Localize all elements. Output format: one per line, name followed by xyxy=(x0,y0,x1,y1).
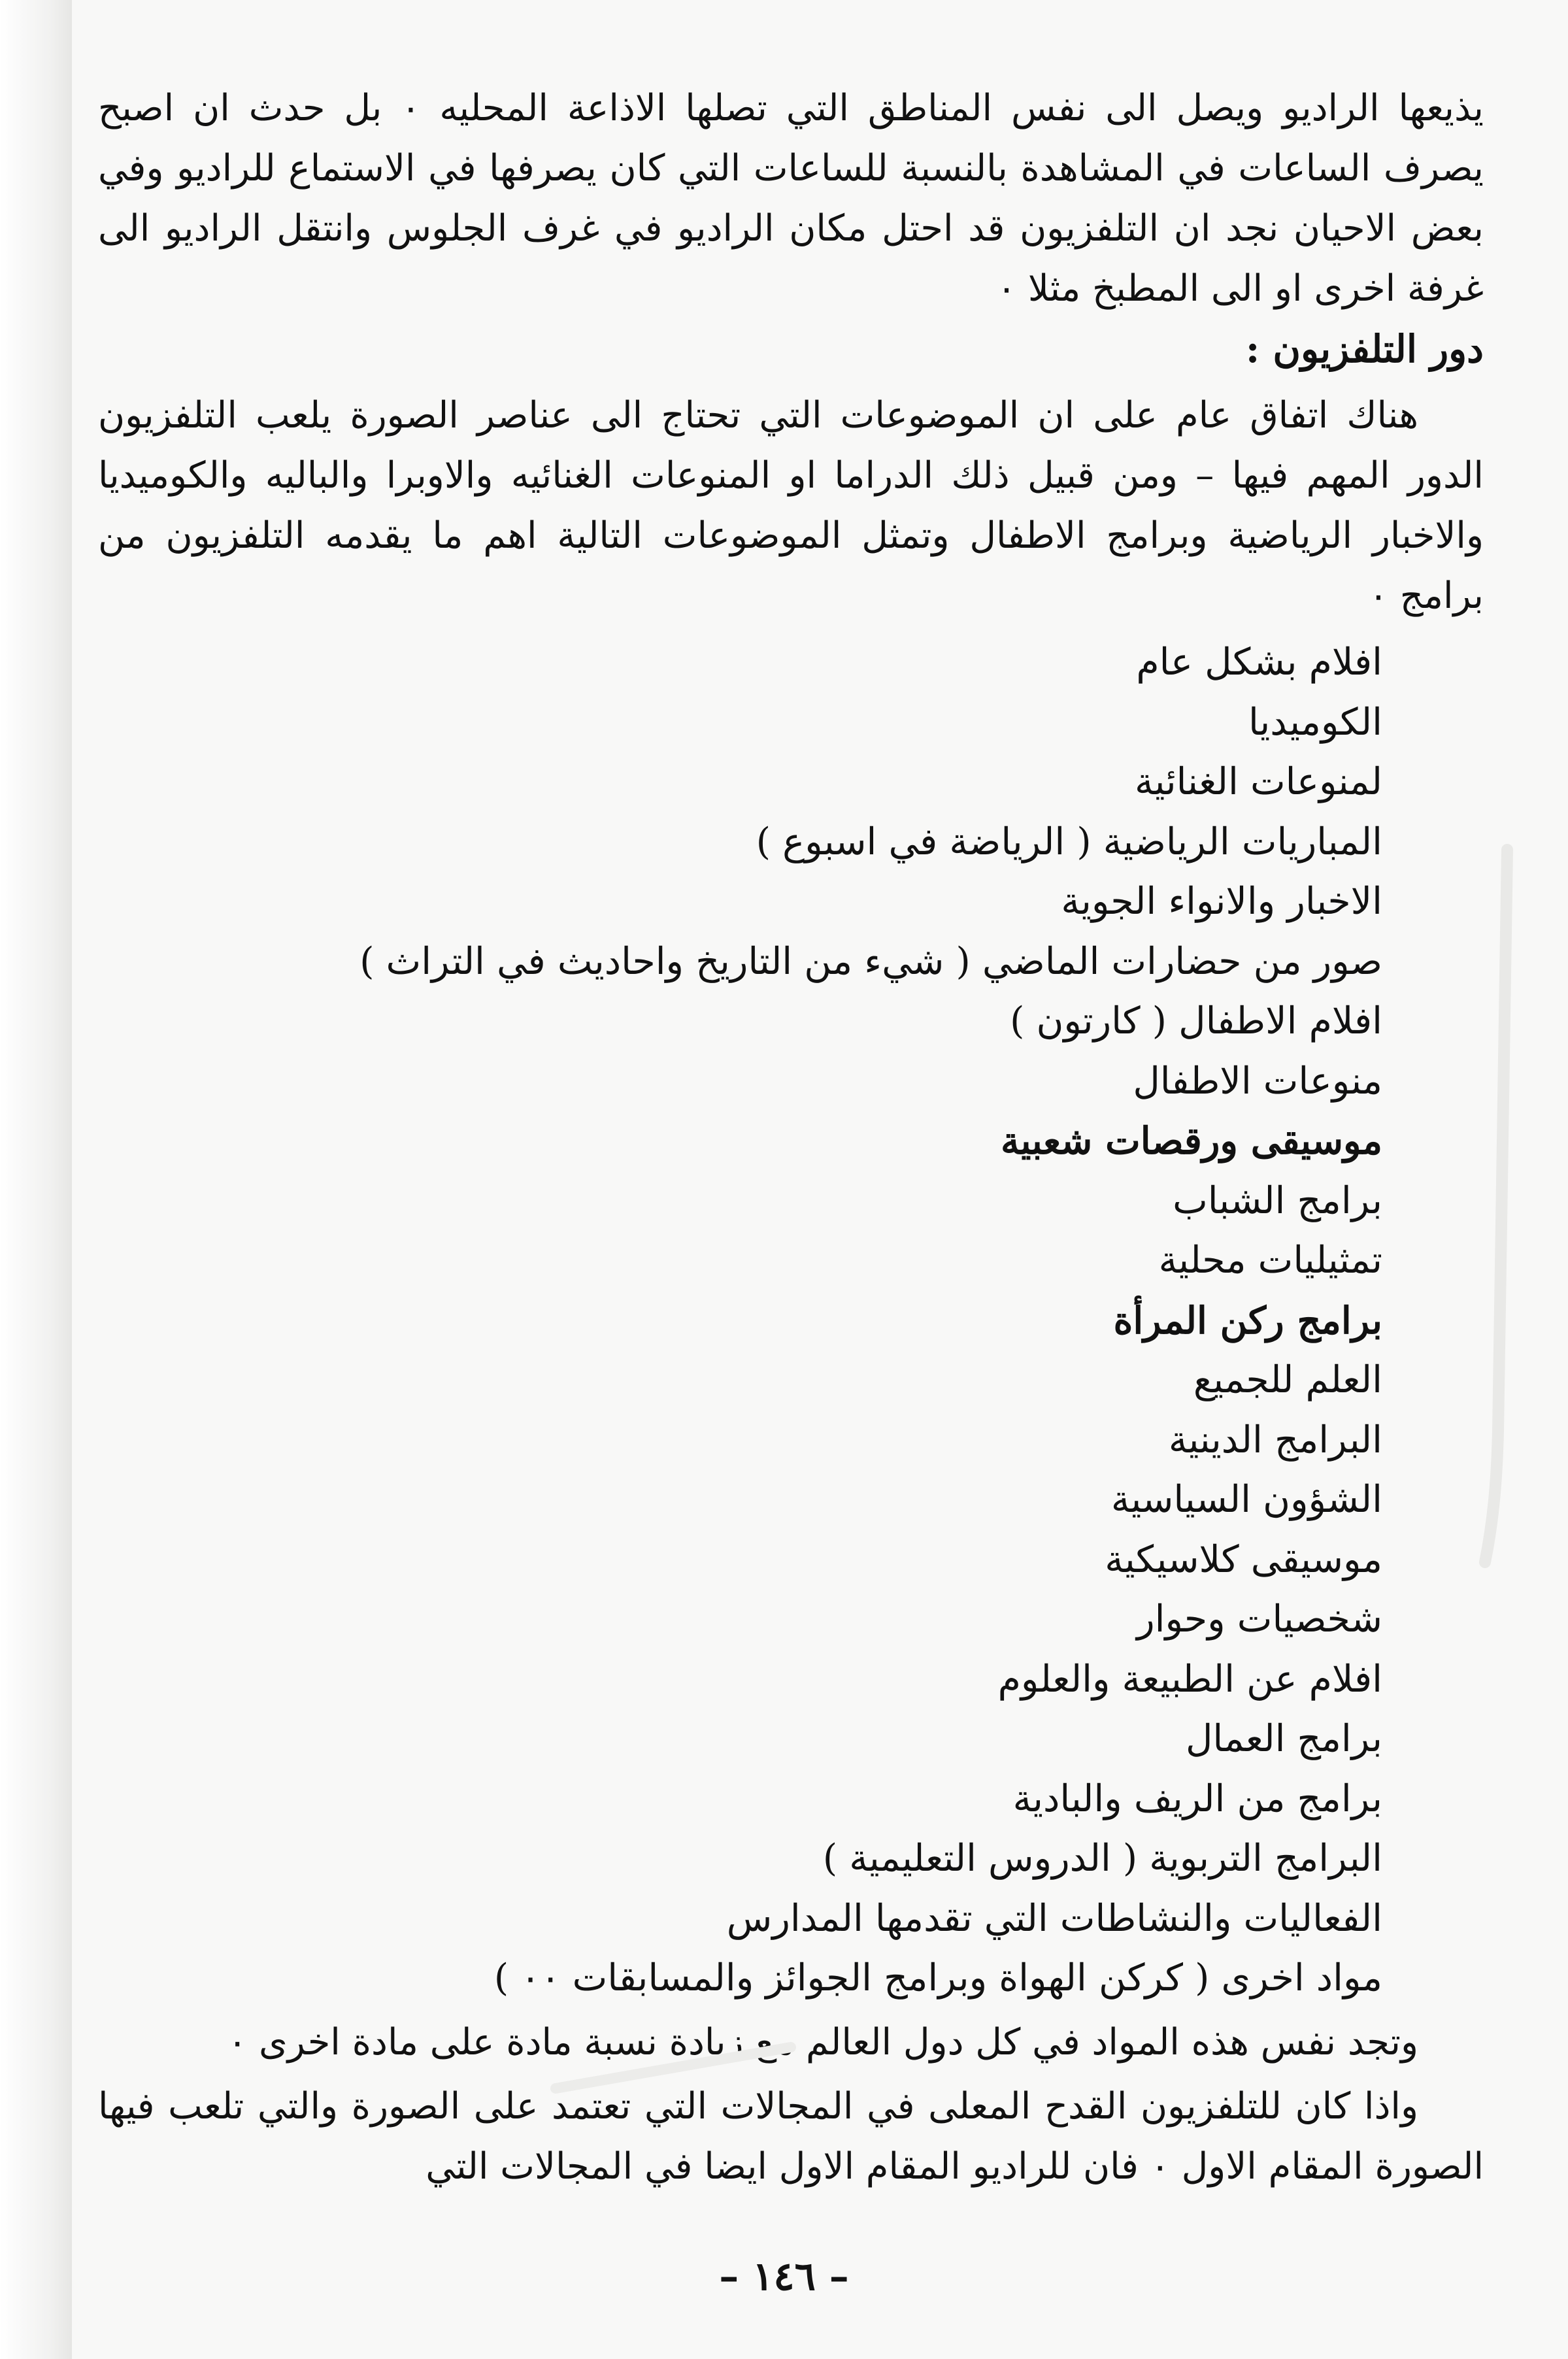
list-item: برامج من الريف والبادية xyxy=(1012,1777,1382,1820)
list-item: لمنوعات الغنائية xyxy=(1134,760,1382,803)
list-item: البرامج التربوية ( الدروس التعليمية ) xyxy=(822,1837,1382,1880)
list-item: العلم للجميع xyxy=(1193,1358,1382,1401)
list-item: تمثيليات محلية xyxy=(1158,1239,1382,1282)
list-item: الاخبار والانواء الجوية xyxy=(1061,880,1382,923)
list-item: المباريات الرياضية ( الرياضة في اسبوع ) xyxy=(756,820,1382,863)
list-item: صور من حضارات الماضي ( شيء من التاريخ واحاديث في التراث ) xyxy=(359,939,1382,983)
list-item: الفعاليات والنشاطات التي تقدمها المدارس xyxy=(726,1896,1382,1940)
list-item: افلام الاطفال ( كارتون ) xyxy=(1010,999,1382,1043)
list-item: برامج الشباب xyxy=(1173,1179,1382,1222)
list-item: الشؤون السياسية xyxy=(1110,1478,1382,1521)
body-paragraph: هناك اتفاق عام على ان الموضوعات التي تحتاج الى عناصر الصورة يلعب التلفزيون الدور المهم فيها – ومن قبيل ذلك الدراما او المنوعات الغنائيه والاوبرا والباليه والكوميديا والاخبار الرياضية وبرامج الاطفال وتمثل الموضوعات التالية اهم ما يقدمه التلفزيون من برامج ٠ xyxy=(98,394,1484,617)
list-item: مواد اخرى ( كركن الهواة وبرامج الجوائز والمسابقات ٠٠ ) xyxy=(493,1956,1382,1999)
list-item: البرامج الدينية xyxy=(1168,1418,1382,1462)
page-number: – ١٤٦ – xyxy=(719,2254,849,2300)
list-item: منوعات الاطفال xyxy=(1133,1059,1382,1103)
list-item: افلام بشكل عام xyxy=(1136,641,1382,684)
pen-checkmark xyxy=(1478,843,1518,1569)
program-list xyxy=(98,633,1484,2009)
list-item: برامج العمال xyxy=(1185,1717,1382,1760)
closing-sentence: وتجد نفس هذه المواد في كل دول العالم مع زيادة نسبة مادة على مادة اخرى ٠ xyxy=(227,2020,1418,2064)
faint-pen-stroke xyxy=(549,2039,797,2098)
list-item: موسيقى كلاسيكية xyxy=(1105,1537,1382,1581)
final-paragraph: واذا كان للتلفزيون القدح المعلى في المجالات التي تعتمد على الصورة والتي تلعب فيها الصورة المقام الاول ٠ فان للراديو المقام الاول ايضا في المجالات التي xyxy=(98,2084,1484,2188)
intro-paragraph: يذيعها الراديو ويصل الى نفس المناطق التي تصلها الاذاعة المحليه ٠ بل حدث ان اصبح يصرف الساعات في المشاهدة بالنسبة للساعات التي كان يصرفها في الاستماع للراديو وفي بعض الاحيان نجد ان التلفزيون قد احتل مكان الراديو في غرف الجلوس وانتقل الراديو الى غرفة اخرى او الى المطبخ مثلا ٠ xyxy=(98,87,1484,310)
page-left-margin xyxy=(0,0,72,2359)
list-item: شخصيات وحوار xyxy=(1137,1598,1382,1641)
list-item: موسيقى ورقصات شعبية xyxy=(1001,1119,1382,1163)
list-item: الكوميديا xyxy=(1248,700,1382,744)
page-text xyxy=(98,78,1484,2197)
list-item: افلام عن الطبيعة والعلوم xyxy=(997,1657,1382,1701)
list-item: برامج ركن المرأة xyxy=(1113,1298,1382,1343)
section-heading: دور التلفزيون : xyxy=(1245,327,1484,371)
